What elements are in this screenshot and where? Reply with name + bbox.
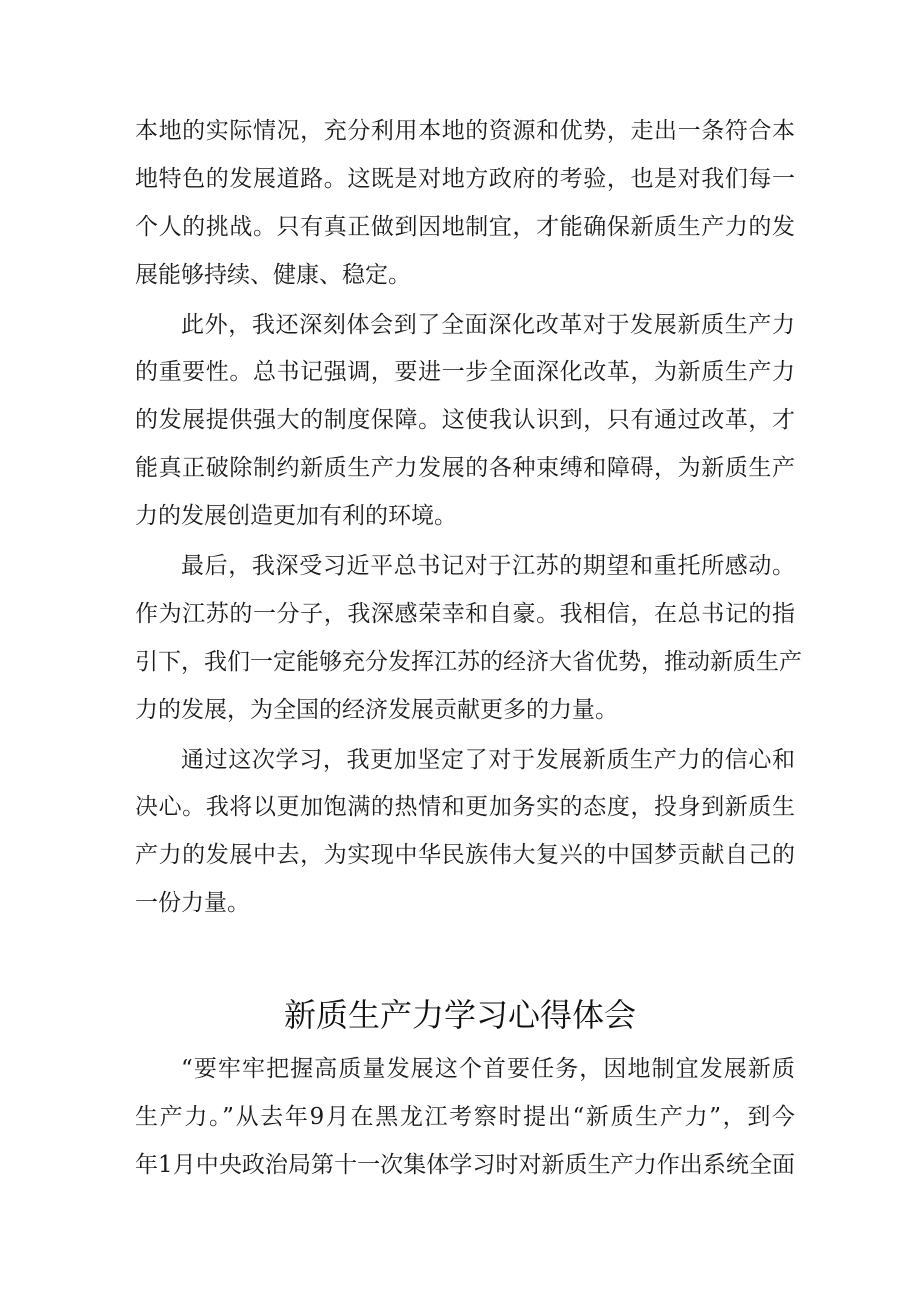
paragraph-line: 力的发展创造更加有利的环境。 (135, 503, 457, 529)
paragraph-line: 的重要性。总书记强调，要进一步全面深化改革，为新质生产力 (135, 359, 795, 385)
paragraph-line: 引下，我们一定能够充分发挥江苏的经济大省优势，推动新质生产 (135, 649, 802, 675)
paragraph-line: 产力的发展中去，为实现中华民族伟大复兴的中国梦贡献自己的 (135, 842, 795, 868)
paragraph-first-line: 通过这次学习，我更加坚定了对于发展新质生产力的信心和 (181, 747, 795, 773)
paragraph-line: 一份力量。 (135, 890, 250, 916)
paragraph-line: 本地的实际情况，充分利用本地的资源和优势，走出一条符合本 (135, 118, 795, 144)
paragraph-first-line: “要牢牢把握高质量发展这个首要任务，因地制宜发展新质 (181, 1056, 795, 1082)
section-title: 新质生产力学习心得体会 (283, 996, 636, 1034)
paragraph-first-line: 最后，我深受习近平总书记对于江苏的期望和重托所感动。 (181, 553, 795, 579)
paragraph-first-line: 此外，我还深刻体会到了全面深化改革对于发展新质生产力 (181, 312, 795, 338)
paragraph-line: 的发展提供强大的制度保障。这使我认识到，只有通过改革，才 (135, 407, 795, 433)
paragraph-line: 地特色的发展道路。这既是对地方政府的考验，也是对我们每一 (135, 166, 795, 192)
paragraph-line: 决心。我将以更加饱满的热情和更加务实的态度，投身到新质生 (135, 794, 795, 820)
paragraph-line: 年1月中央政治局第十一次集体学习时对新质生产力作出系统全面 (135, 1152, 795, 1178)
paragraph-line: 生产力。”从去年9月在黑龙江考察时提出“新质生产力”，到今 (135, 1104, 795, 1130)
paragraph-line: 作为江苏的一分子，我深感荣幸和自豪。我相信，在总书记的指 (135, 601, 795, 627)
paragraph-line: 个人的挑战。只有真正做到因地制宜，才能确保新质生产力的发 (135, 214, 795, 240)
paragraph-line: 展能够持续、健康、稳定。 (135, 262, 411, 288)
paragraph-line: 力的发展，为全国的经济发展贡献更多的力量。 (135, 697, 618, 723)
paragraph-line: 能真正破除制约新质生产力发展的各种束缚和障碍，为新质生产 (135, 455, 795, 481)
